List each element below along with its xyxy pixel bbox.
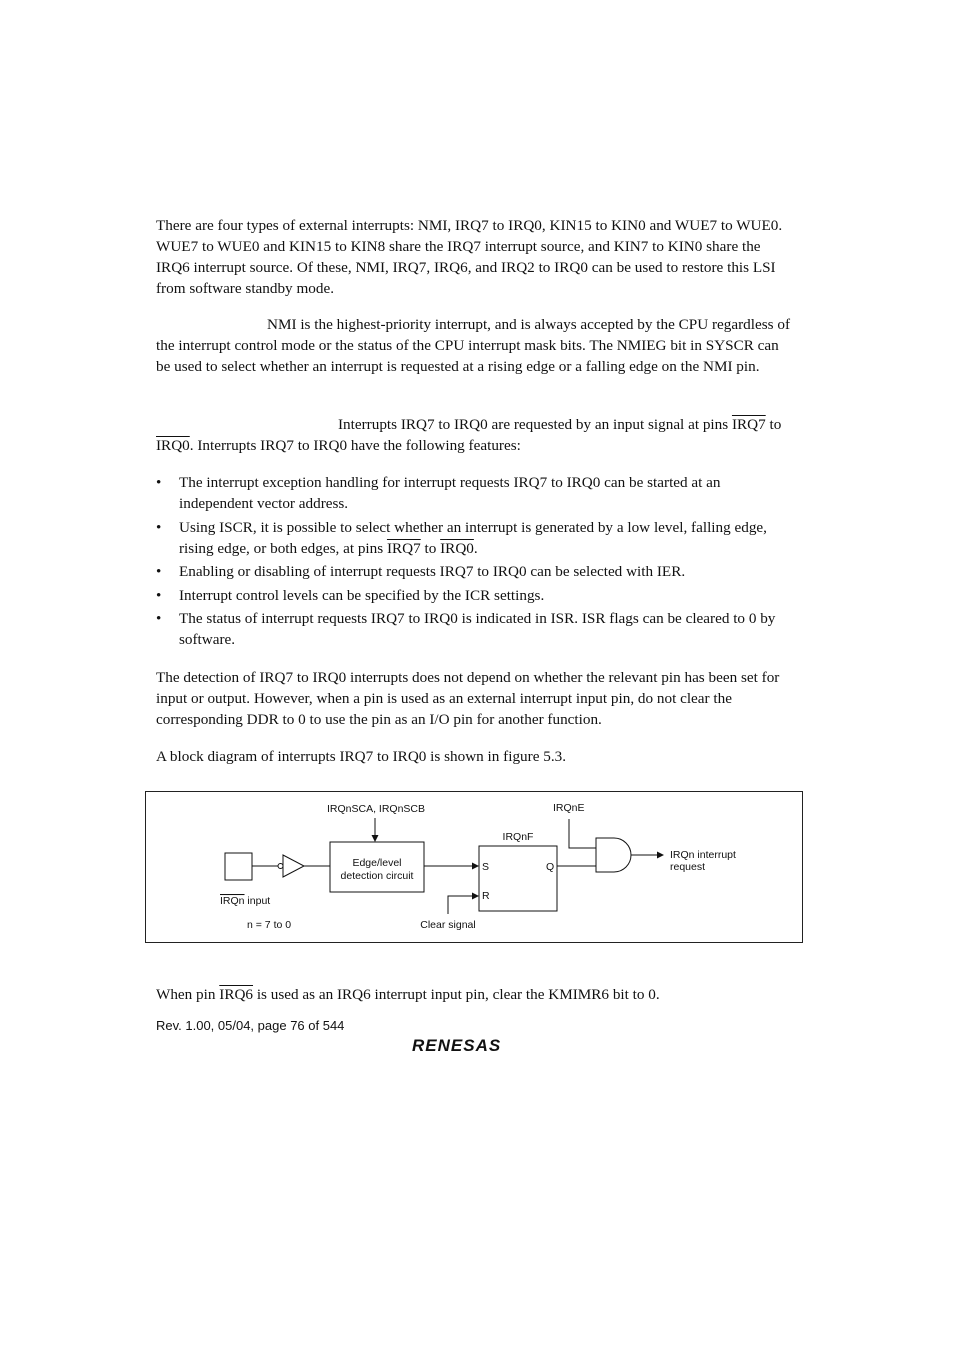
irq6-note-text-a: When pin	[156, 986, 220, 1003]
nmi-paragraph: NMI is the highest-priority interrupt, and is always accepted by the CPU regardless of the interrupt control mode or the status of the CPU interrupt mask bits. The NMIEG bit in SYSCR can be used to select whether an interrupt is requested at a rising edge or a falling edge on the NMI pin.	[156, 316, 790, 375]
feature-item: • Interrupt control levels can be specified by the ICR settings.	[156, 585, 796, 606]
block-diagram	[145, 791, 803, 943]
block-diagram-svg	[146, 792, 802, 942]
feature-text: .	[473, 539, 478, 557]
detection-paragraph: The detection of IRQ7 to IRQ0 interrupts does not depend on whether the relevant pin has been set for input or output. However, when a pin is used as an external interrupt input pin, do not clear the corresponding DDR to 0 to use the pin as an I/O pin for another function.	[156, 669, 780, 728]
input-label-suffix: input	[244, 895, 271, 907]
figure-reference-paragraph: A block diagram of interrupts IRQ7 to IRQ0 is shown in figure 5.3.	[156, 748, 567, 765]
output-label-line2: request	[670, 861, 706, 873]
output-arrowhead	[657, 852, 664, 859]
pin-irq6: IRQ6	[219, 986, 254, 1003]
feature-item	[156, 517, 796, 559]
pin-irq0: IRQ0	[156, 437, 190, 454]
feature-item: • The status of interrupt requests IRQ7 to IRQ0 is indicated in ISR. ISR flags can be cleared to 0 by software.	[156, 608, 796, 650]
feature-text: Using ISCR, it is possible to select whether an interrupt is generated by a low level, falling edge, rising edge, or both edges, at pins	[179, 518, 767, 557]
input-pin-square	[225, 853, 252, 880]
intro-paragraph: There are four types of external interrupts: NMI, IRQ7 to IRQ0, KIN15 to KIN0 and WUE7 to WUE0. WUE7 to WUE0 and KIN15 to KIN8 share the IRQ7 interrupt source, and KIN7 to KIN0 share the IRQ6 interrupt source. Of these, NMI, IRQ7, IRQ6, and IRQ2 to IRQ0 can be used to restore this LSI from software standby mode.	[156, 217, 783, 297]
feature-item: • The interrupt exception handling for interrupt requests IRQ7 to IRQ0 can be started at an independent vector address.	[156, 472, 796, 514]
s-arrowhead	[472, 863, 479, 870]
irq-intro-text-b: to	[765, 416, 782, 433]
irq-intro-text-a: Interrupts IRQ7 to IRQ0 are requested by an input signal at pins	[338, 416, 732, 433]
irq-intro-text-c: . Interrupts IRQ7 to IRQ0 have the following features:	[189, 437, 521, 454]
pin-irq7: IRQ7	[386, 539, 421, 557]
irqne-wire	[569, 819, 596, 848]
page-footer-revision: Rev. 1.00, 05/04, page 76 of 544	[156, 1018, 345, 1033]
edge-label-line1: Edge/level	[352, 857, 402, 869]
clear-signal-label: Clear signal	[420, 919, 476, 931]
irq-intro-paragraph	[156, 414, 796, 456]
edge-label-line2: detection circuit	[340, 870, 414, 882]
irq6-note-paragraph	[156, 984, 796, 1005]
feature-item: • Enabling or disabling of interrupt requests IRQ7 to IRQ0 can be selected with IER.	[156, 561, 796, 582]
n-range-label: n = 7 to 0	[247, 919, 292, 931]
q-label: Q	[546, 861, 555, 873]
sca-scb-arrowhead	[372, 835, 379, 842]
sca-scb-label: IRQnSCA, IRQnSCB	[326, 803, 426, 815]
r-label: R	[482, 890, 490, 902]
feature-text: to	[420, 539, 441, 557]
irqnf-label: IRQnF	[502, 831, 534, 843]
pin-irq0: IRQ0	[440, 539, 474, 557]
feature-list	[156, 472, 796, 653]
s-label: S	[482, 861, 490, 873]
buffer-triangle	[283, 855, 304, 877]
inverter-bubble	[278, 864, 283, 869]
renesas-logo: RENESAS	[412, 1036, 502, 1055]
and-gate	[596, 838, 631, 872]
r-arrowhead	[472, 893, 479, 900]
clear-signal-wire	[448, 896, 473, 914]
irqne-label: IRQnE	[553, 802, 585, 814]
pin-irq7: IRQ7	[731, 416, 766, 433]
irqnf-flip-flop	[479, 846, 557, 911]
input-pin-name: IRQn	[220, 895, 245, 907]
output-label-line1: IRQn interrupt	[670, 849, 736, 861]
irq6-note-text-b: is used as an IRQ6 interrupt input pin, clear the KMIMR6 bit to 0.	[253, 986, 660, 1003]
input-label	[220, 895, 270, 907]
